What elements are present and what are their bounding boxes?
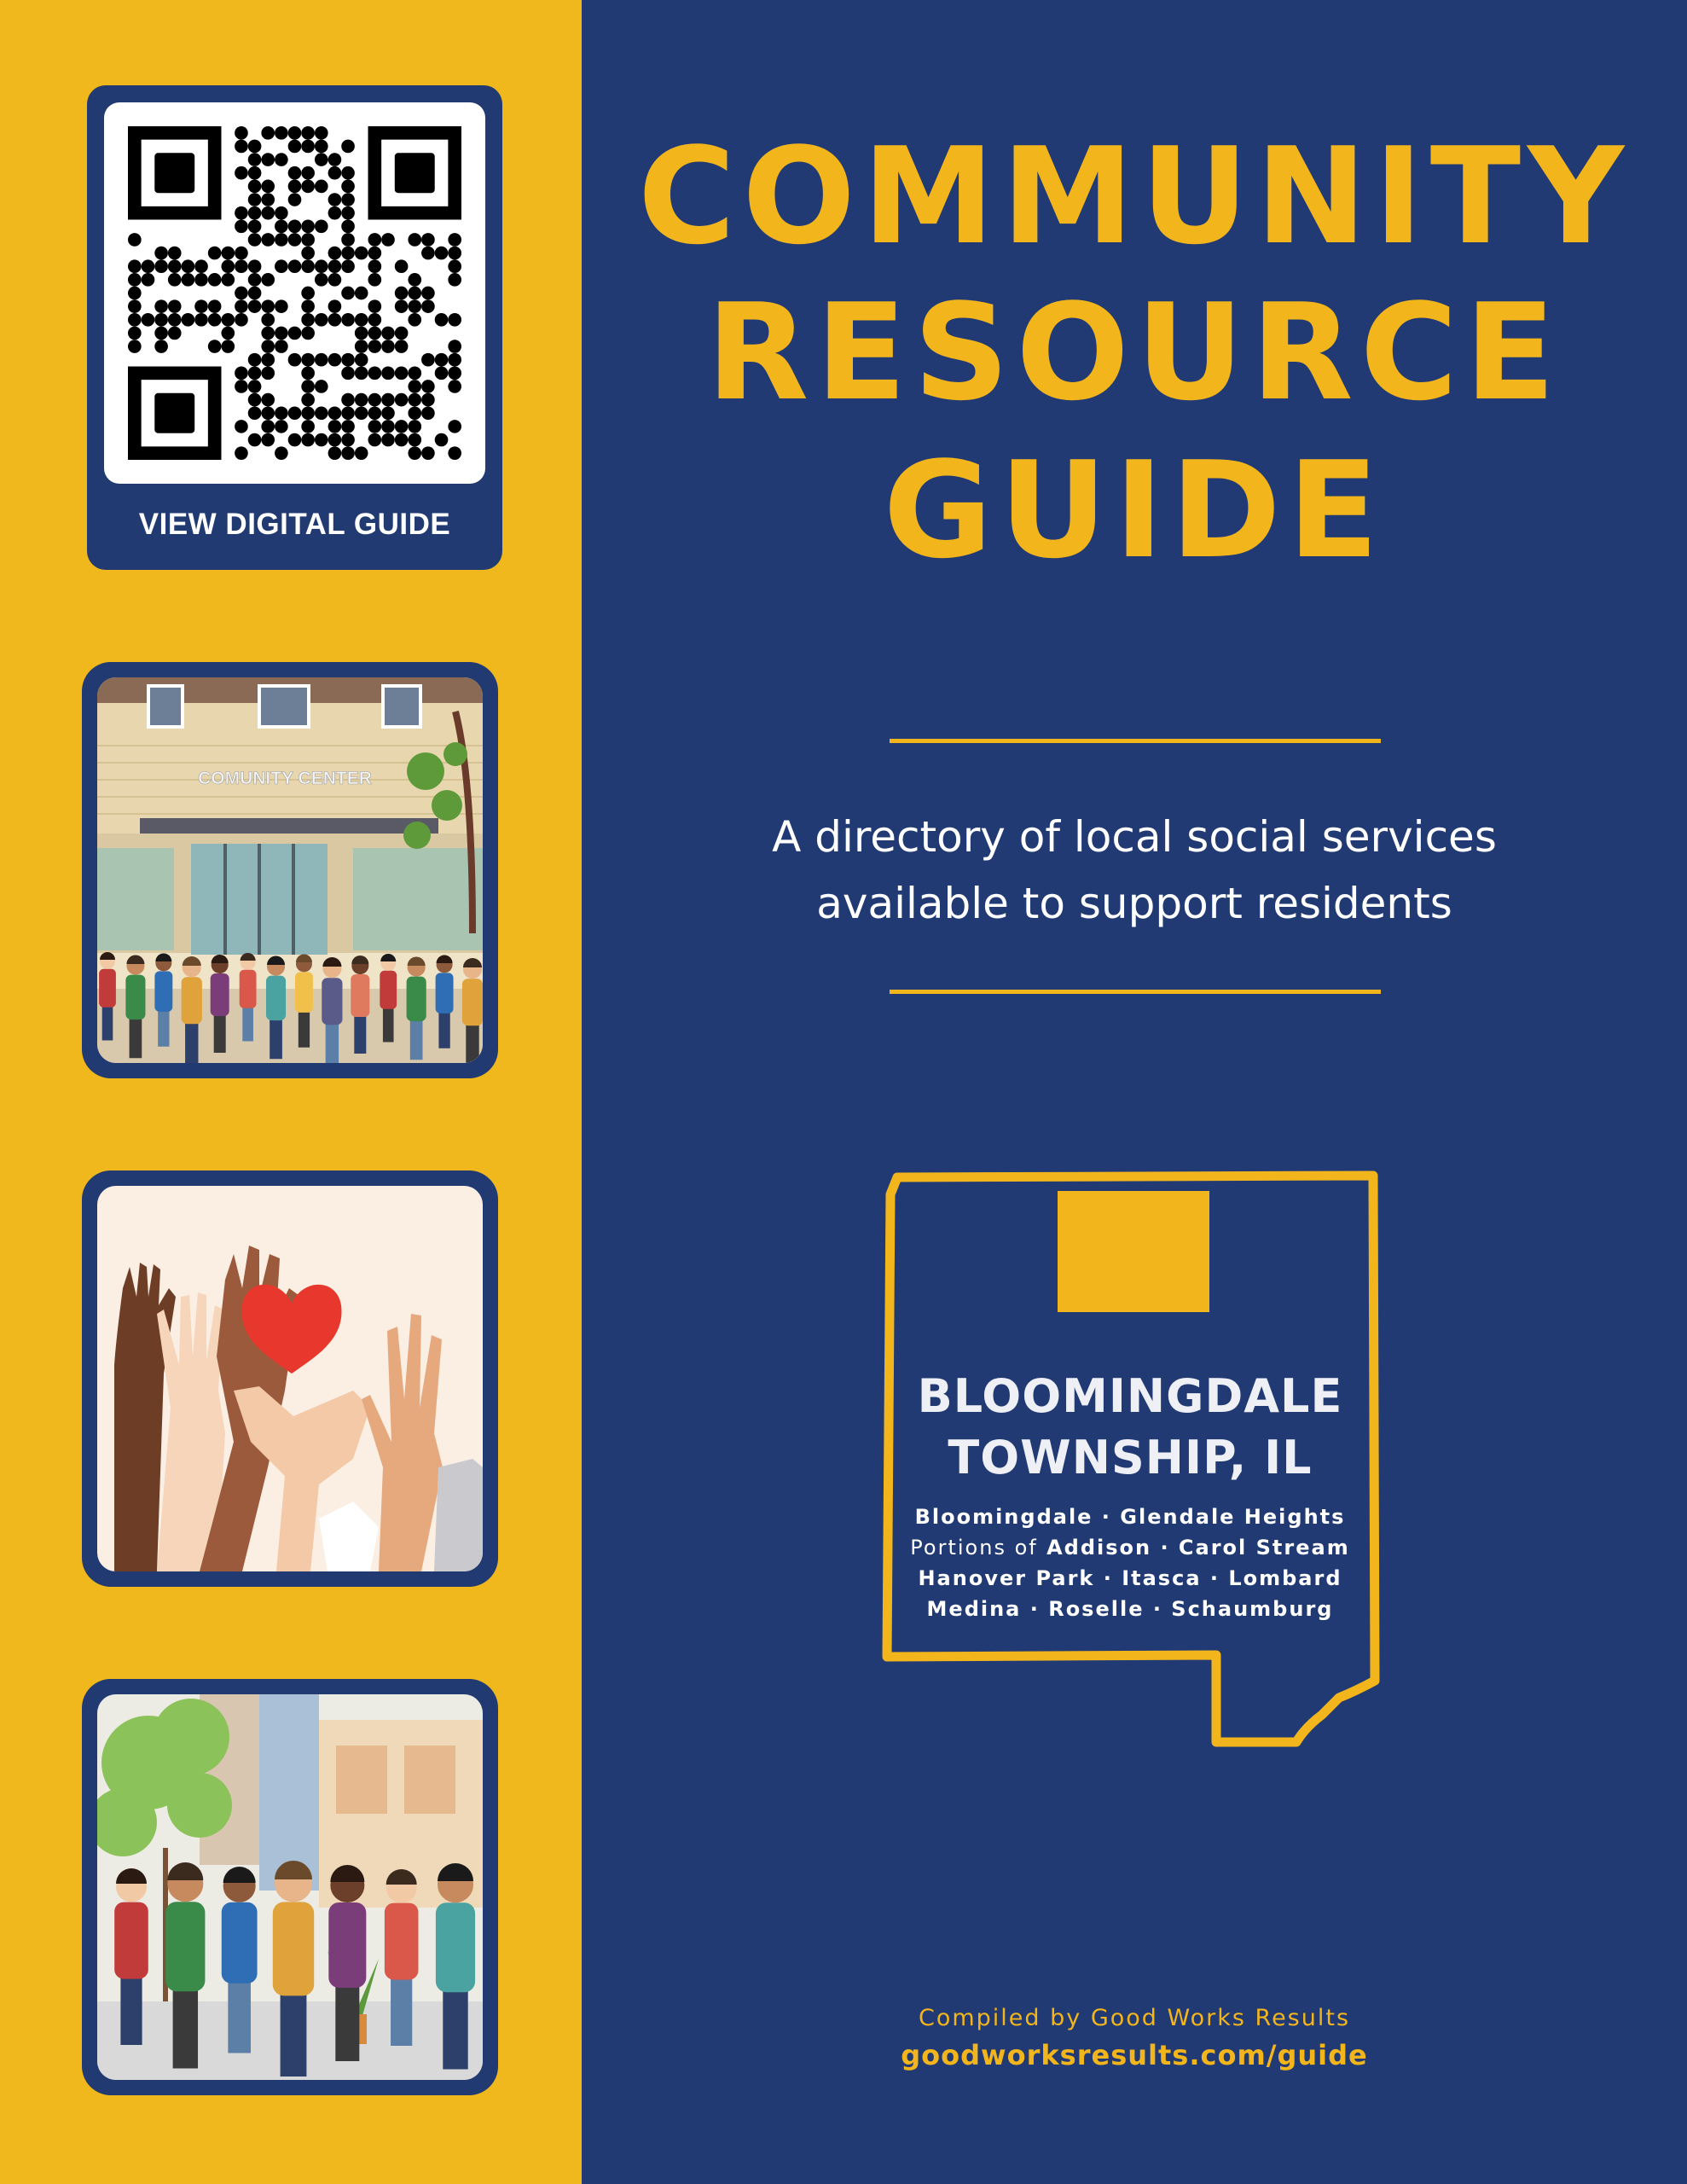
- township-name-line-2: TOWNSHIP, IL: [948, 1431, 1313, 1484]
- subtitle-line-2: available to support residents: [816, 879, 1452, 928]
- qr-code-background: [104, 102, 485, 484]
- towns-line-2: [897, 1532, 1363, 1563]
- towns-line-2-rest: Addison · Carol Stream: [1046, 1536, 1350, 1560]
- towns-line-3: Hanover Park · Itasca · Lombard: [918, 1566, 1342, 1590]
- street-community-image: [97, 1694, 483, 2080]
- towns-line-2-prefix: Portions of: [910, 1536, 1038, 1560]
- community-center-image: [97, 677, 483, 1063]
- towns-line-1: Bloomingdale · Glendale Heights: [914, 1505, 1346, 1529]
- bottom-divider: [890, 990, 1381, 994]
- community-center-sign: COMUNITY CENTER: [198, 769, 372, 788]
- subtitle-line-1: A directory of local social services: [772, 812, 1497, 862]
- top-divider: [890, 739, 1381, 743]
- compiled-by-text: Compiled by Good Works Results: [918, 2005, 1351, 2031]
- street-community-card: [82, 1679, 498, 2095]
- view-digital-guide-label[interactable]: VIEW DIGITAL GUIDE: [138, 508, 451, 541]
- qr-code-icon[interactable]: [128, 126, 461, 460]
- towns-line-4: Medina · Roselle · Schaumburg: [926, 1597, 1334, 1621]
- township-name-line-1: BLOOMINGDALE: [917, 1369, 1343, 1423]
- community-center-card: [82, 662, 498, 1078]
- qr-code-card[interactable]: [87, 85, 502, 570]
- title-line-2: RESOURCE: [706, 275, 1562, 430]
- title-line-3: GUIDE: [883, 433, 1386, 588]
- title-line-1: COMMUNITY: [637, 119, 1632, 274]
- hands-heart-card: [82, 1170, 498, 1587]
- hands-heart-image: [97, 1186, 483, 1571]
- guide-url-link[interactable]: goodworksresults.com/guide: [901, 2039, 1368, 2071]
